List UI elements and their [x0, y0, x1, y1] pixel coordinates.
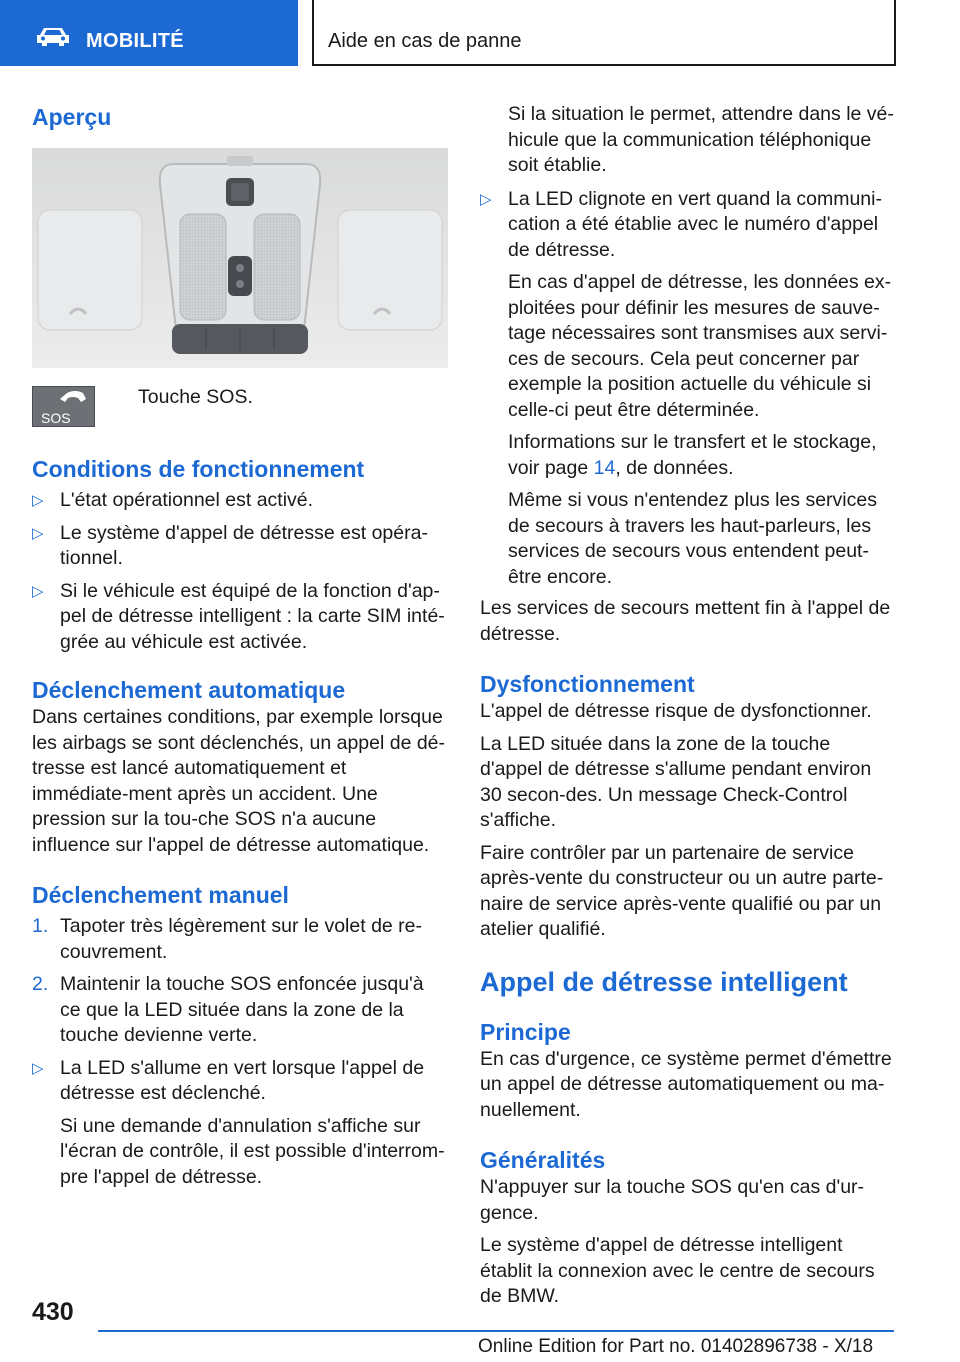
list-item: [480, 187, 896, 264]
page-link[interactable]: 14: [593, 456, 616, 479]
step-number: 1.: [32, 915, 49, 937]
malfunction-heading: Dysfonctionnement: [480, 671, 695, 697]
triangle-bullet-icon: ▷: [32, 524, 44, 542]
led-bullet-text: La LED s'allume en vert lorsque l'appel de détresse est déclenché.: [60, 1056, 425, 1104]
triangle-bullet-icon: ▷: [32, 582, 44, 600]
malfunction-text-2: La LED située dans la zone de la touche d'appel de détresse s'allume pendant environ 30 secon-des. Un message Check-Control s'affiche.: [480, 732, 872, 831]
general-text-2: Le système d'appel de détresse intelligent établit la connexion avec le centre de secours de BMW.: [480, 1234, 875, 1307]
info-text: Informations sur le transfert et le stockage, voir page: [508, 431, 877, 479]
condition-text: L'état opérationnel est activé.: [60, 489, 314, 511]
car-icon: [36, 26, 70, 46]
list-item: [32, 972, 448, 1049]
list-item: [32, 914, 448, 965]
general-text-1: N'appuyer sur la touche SOS qu'en cas d'ur-gence.: [480, 1176, 865, 1224]
conditions-heading: Conditions de fonctionnement: [32, 456, 365, 482]
malfunction-text-3: Faire contrôler par un partenaire de service après-vente du constructeur ou un autre parte-naire de service après-vente qualifié ou par un atelier qualifié.: [480, 841, 884, 940]
roof-console-photo: [32, 148, 448, 368]
header-chapter-title: Aide en cas de panne: [328, 30, 522, 52]
principle-text: En cas d'urgence, ce système permet d'émettre un appel de détresse automatiquement ou ma-nuellement.: [480, 1047, 892, 1121]
list-item: [32, 521, 448, 572]
header-section-title: MOBILITÉ: [86, 30, 184, 52]
figure-caption: Touche SOS.: [138, 386, 253, 408]
principle-heading: Principe: [480, 1018, 571, 1045]
step-text: Tapoter très légèrement sur le volet de re-couvrement.: [60, 915, 423, 963]
data-note: En cas d'appel de détresse, les données ex-ploitées pour définir les mesures de sauve-tage nécessaires sont transmises aux servi-ces de secours. Cela peut concerner par exemple la position actuelle du véhicule si celle-ci peut être déterminée.: [508, 271, 892, 421]
footer-divider: [98, 1330, 894, 1332]
triangle-bullet-icon: ▷: [32, 492, 44, 509]
step-text: Maintenir la touche SOS enfoncée jusqu'à ce que la LED située dans la zone de la touche devienne verte.: [60, 973, 424, 1046]
wait-note: Si la situation le permet, attendre dans le vé-hicule que la communication téléphonique soit établie.: [508, 103, 894, 176]
condition-text: Si le véhicule est équipé de la fonction d'ap-pel de détresse intelligent : la carte SIM inté-grée au véhicule est activée.: [60, 579, 445, 653]
triangle-bullet-icon: ▷: [32, 1059, 44, 1077]
info-text-end: , de données.: [615, 456, 734, 479]
list-item: [32, 488, 448, 514]
info-note: [480, 430, 896, 481]
list-item: [32, 579, 448, 656]
end-call-text: Les services de secours mettent fin à l'appel de détresse.: [480, 597, 891, 645]
auto-trigger-heading: Déclenchement automatique: [32, 677, 346, 703]
right-column: [480, 100, 896, 1310]
header-section-tab: [0, 0, 298, 66]
cancel-note: Si une demande d'annulation s'affiche sur l'écran de contrôle, il est possible d'interrom-pre l'appel de détresse.: [60, 1114, 445, 1188]
triangle-bullet-icon: ▷: [480, 190, 492, 208]
smart-call-heading: Appel de détresse intelligent: [480, 966, 848, 997]
footer-edition: Online Edition for Part no. 01402896738 - X/18: [478, 1336, 874, 1357]
blink-bullet-text: La LED clignote en vert quand la communi-cation a été établie avec le numéro d'appel de détresse.: [508, 187, 882, 261]
header-chapter-box: [312, 0, 896, 66]
condition-text: Le système d'appel de détresse est opéra-tionnel.: [60, 521, 428, 569]
step-number: 2.: [32, 973, 49, 995]
manual-trigger-heading: Déclenchement manuel: [32, 882, 289, 908]
sos-button-icon: [32, 386, 95, 427]
sos-icon-text: SOS: [41, 410, 71, 426]
apercu-heading: Aperçu: [32, 104, 112, 130]
page-number: 430: [32, 1298, 74, 1326]
auto-trigger-text: Dans certaines conditions, par exemple lorsque les airbags se sont déclenchés, un appel de dé-tresse est lancé automatiquement et immédiate-ment après un accident. Une pression sur la tou-che SOS n'a aucune influence sur l'appel de détresse automatique.: [32, 706, 446, 856]
malfunction-text-1: L'appel de détresse risque de dysfonctionner.: [480, 700, 872, 722]
list-item: [32, 1056, 448, 1107]
left-column: [32, 100, 448, 1190]
general-heading: Généralités: [480, 1147, 606, 1173]
figure-caption-row: [32, 386, 448, 430]
hear-note: Même si vous n'entendez plus les services de secours à travers les haut-parleurs, les services de secours vous entendent peut-être encore.: [508, 489, 877, 588]
